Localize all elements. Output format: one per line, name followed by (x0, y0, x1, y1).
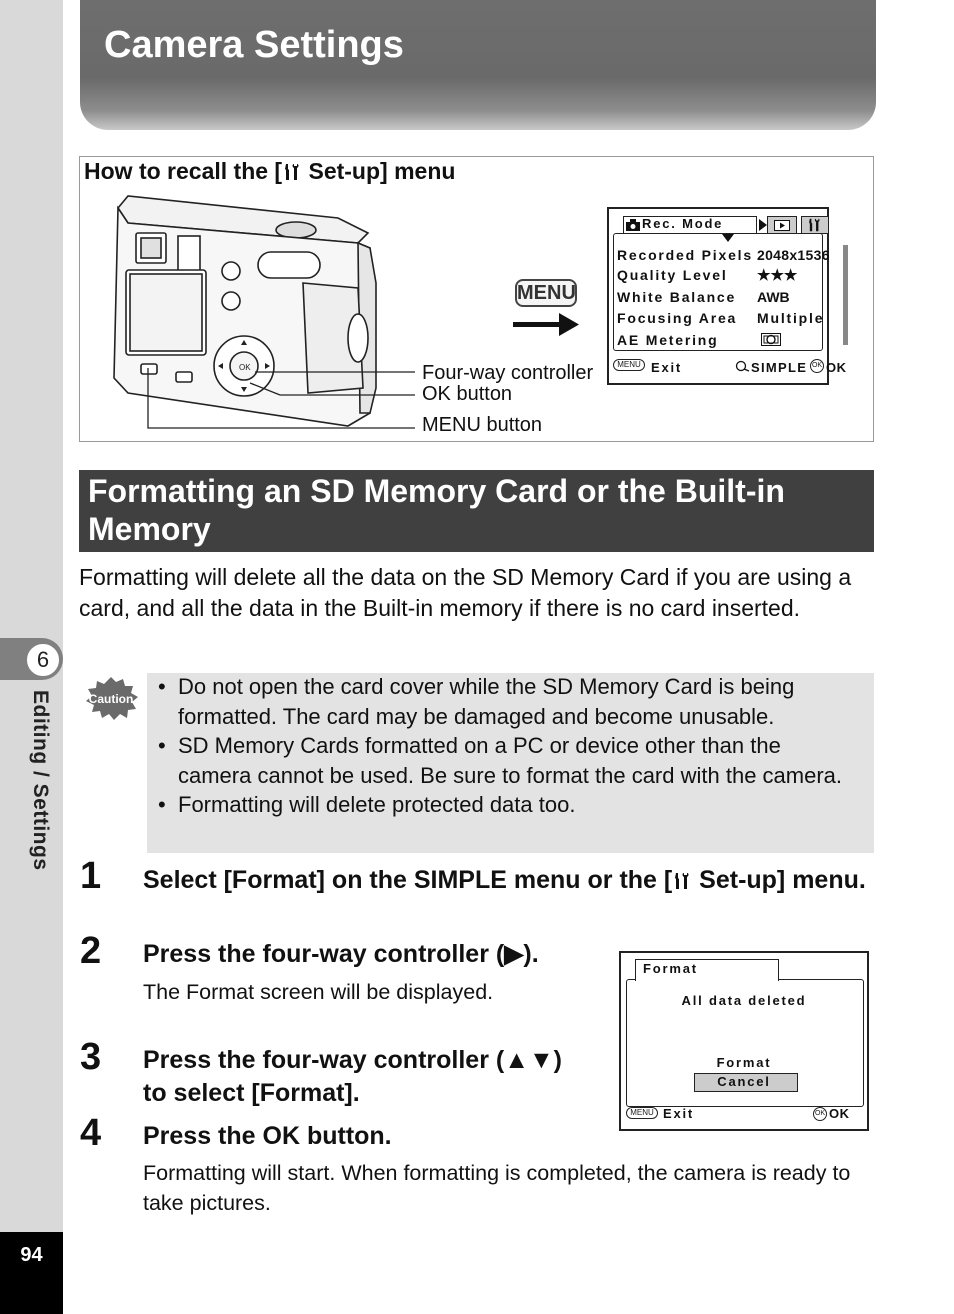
lcd-format-message: All data deleted (681, 993, 807, 1008)
lcd-exit: Exit (651, 360, 683, 375)
lcd-exit: Exit (663, 1106, 695, 1121)
step-text (143, 864, 878, 897)
step-text: Press the four-way controller (▲▼) to select [Format]. (143, 1046, 563, 1107)
caution-item: • Do not open the card cover while the SD Memory Card is being formatted. The card may be damaged and become unusable. (158, 672, 858, 731)
step-number: 1 (80, 855, 102, 897)
lcd-menu-key: MENU (626, 1107, 658, 1119)
lcd-row-value: Multiple (757, 310, 825, 326)
step-text: Press the four-way controller (▶). (143, 940, 539, 968)
lcd-row-label: Focusing Area (617, 310, 738, 326)
arrow-right-icon (513, 312, 581, 338)
step-number: 3 (80, 1036, 102, 1078)
caution-icon-label: Caution (88, 692, 134, 706)
callout-ok: OK button (422, 383, 513, 405)
callout-four-way: Four-way controller (422, 362, 594, 384)
recall-title-pre: How to recall the [ (84, 158, 283, 184)
intro-paragraph: Formatting will delete all the data on the SD Memory Card if you are using a card, and all the data in the Built-in memory if there is no card inserted. (79, 564, 852, 621)
step-number: 4 (80, 1112, 102, 1154)
recall-title (84, 158, 455, 185)
lcd-tab-rec-label: Rec. Mode (642, 216, 724, 231)
lcd-ok: OK (826, 360, 847, 375)
camera-icon (626, 219, 640, 231)
lcd-row-label: Quality Level (617, 267, 728, 283)
playback-icon (774, 220, 790, 231)
recall-title-post: Set-up] menu (302, 158, 456, 184)
lcd-menu-key: MENU (613, 359, 645, 371)
lcd-format-screen (619, 951, 869, 1131)
setup-wrench-icon (674, 872, 690, 890)
setup-wrench-icon (284, 163, 300, 181)
lcd-format-option[interactable]: Format (716, 1055, 772, 1070)
lcd-scrollbar-track (843, 245, 848, 345)
caution-list (158, 672, 858, 820)
tab-arrow-icon (759, 219, 767, 231)
step-text-pre: Select [Format] on the SIMPLE menu or the [ (143, 866, 673, 894)
lcd-row-label: AE Metering (617, 332, 719, 348)
page-title: Camera Settings (104, 24, 404, 66)
zoom-icon (733, 360, 751, 372)
lcd-format-tab-label: Format (643, 961, 698, 976)
lcd-rec-mode-menu (607, 207, 847, 385)
callout-menu: MENU button (422, 414, 543, 436)
lcd-row-label: White Balance (617, 289, 737, 305)
lcd-cancel-option[interactable]: Cancel (717, 1074, 771, 1089)
caution-item: • Formatting will delete protected data too. (158, 790, 858, 820)
setup-tab-wrench-icon (808, 218, 821, 232)
step-description: The Format screen will be displayed. (143, 980, 494, 1004)
step-number: 2 (80, 930, 102, 972)
lcd-ok-key: OK (810, 359, 824, 373)
lcd-row-value: ★★★ (757, 267, 798, 284)
lcd-row-value: AWB (757, 289, 790, 305)
step-text: Press the OK button. (143, 1122, 392, 1150)
lcd-simple: SIMPLE (751, 360, 808, 375)
metering-icon (761, 333, 781, 346)
lcd-row-value: 2048x1536 (757, 247, 830, 263)
callout-lines (140, 360, 420, 435)
section-title: Formatting an SD Memory Card or the Built-in Memory (88, 473, 785, 547)
chapter-label: Editing / Settings (29, 690, 52, 871)
lcd-ok-key: OK (813, 1107, 827, 1121)
chapter-number: 6 (25, 642, 61, 678)
svg-text:OK: OK (239, 363, 251, 372)
menu-badge: MENU (515, 279, 577, 307)
lcd-ok: OK (829, 1106, 850, 1121)
page-number: 94 (20, 1244, 43, 1266)
caution-icon (82, 676, 140, 720)
caution-item: • SD Memory Cards formatted on a PC or device other than the camera cannot be used. Be sure to format the card with the camera. (158, 731, 858, 790)
step-description: Formatting will start. When formatting is completed, the camera is ready to take pictures. (143, 1161, 851, 1215)
step-text-post: Set-up] menu. (692, 866, 866, 894)
lcd-row-label: Recorded Pixels (617, 247, 753, 263)
